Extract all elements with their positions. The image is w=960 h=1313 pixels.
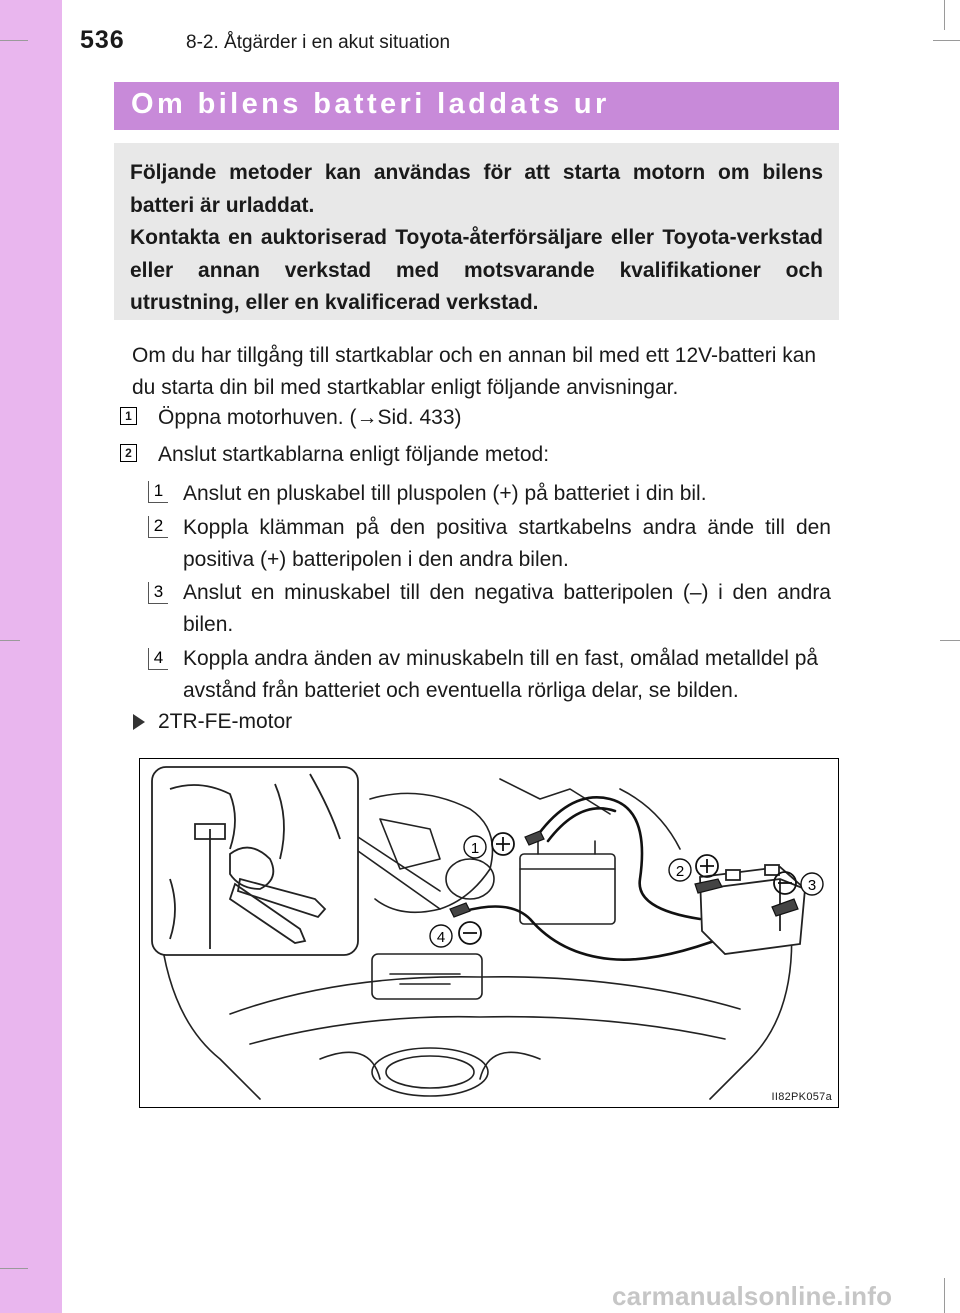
intro-paragraph: Kontakta en auktoriserad Toyota-återförsäljare eller Toyota-verkstad eller annan verkstad med motsvarande kvalifikationer och utrustning, eller en kvalificerad verkstad. [130, 226, 823, 314]
step-text: Öppna motorhuven. (→Sid. 433) [158, 406, 462, 429]
step-text: Anslut startkablarna enligt följande metod: [158, 443, 550, 466]
crop-mark [944, 0, 945, 30]
callout-1: 1 [470, 840, 480, 857]
substep-number: 3 [148, 582, 168, 604]
intro-box [114, 143, 839, 320]
callout-3: 3 [807, 877, 817, 894]
substep-text: Koppla klämman på den positiva startkabelns andra ände till den positiva (+) batteripolen i den andra bilen. [183, 516, 831, 571]
substep-number: 2 [148, 516, 168, 538]
jump-start-diagram [140, 759, 838, 1107]
crop-mark [940, 640, 960, 641]
bullet-label: 2TR-FE-motor [158, 710, 293, 733]
callout-2: 2 [675, 863, 685, 880]
side-color-strip [0, 0, 62, 1313]
substep-number: 1 [148, 481, 168, 503]
title-bar [114, 82, 839, 130]
section-header: 8-2. Åtgärder i en akut situation [186, 32, 451, 53]
triangle-right-icon [132, 713, 146, 731]
crop-mark [0, 40, 28, 41]
figure-code: II82PK057a [771, 1091, 832, 1103]
page-number: 536 [80, 26, 125, 54]
substep-text: Anslut en minuskabel till den negativa batteripolen (–) i den andra bilen. [183, 581, 831, 636]
engine-illustration [139, 758, 839, 1108]
crop-mark [0, 640, 20, 641]
callout-4: 4 [436, 929, 446, 946]
crop-mark [944, 1278, 945, 1313]
substep-text: Anslut en pluskabel till pluspolen (+) på batteriet i din bil. [183, 482, 707, 505]
substep-text: Koppla andra änden av minuskabeln till en fast, omålad metalldel på avstånd från batteriet och eventuella rörliga delar, se bilden. [183, 647, 819, 702]
step-number-badge: 2 [120, 444, 137, 462]
substep-number: 4 [148, 648, 168, 670]
intro-paragraph: Följande metoder kan användas för att starta motorn om bilens batteri är urladdat. [130, 161, 823, 217]
watermark: carmanualsonline.info [612, 1281, 893, 1311]
crop-mark [933, 40, 960, 41]
page-title: Om bilens batteri laddats ur [131, 88, 610, 120]
crop-mark [0, 1268, 28, 1269]
body-paragraph: Om du har tillgång till startkablar och en annan bil med ett 12V-batteri kan du starta din bil med startkablar enligt följande anvisningar. [132, 344, 817, 399]
step-number-badge: 1 [120, 407, 137, 425]
